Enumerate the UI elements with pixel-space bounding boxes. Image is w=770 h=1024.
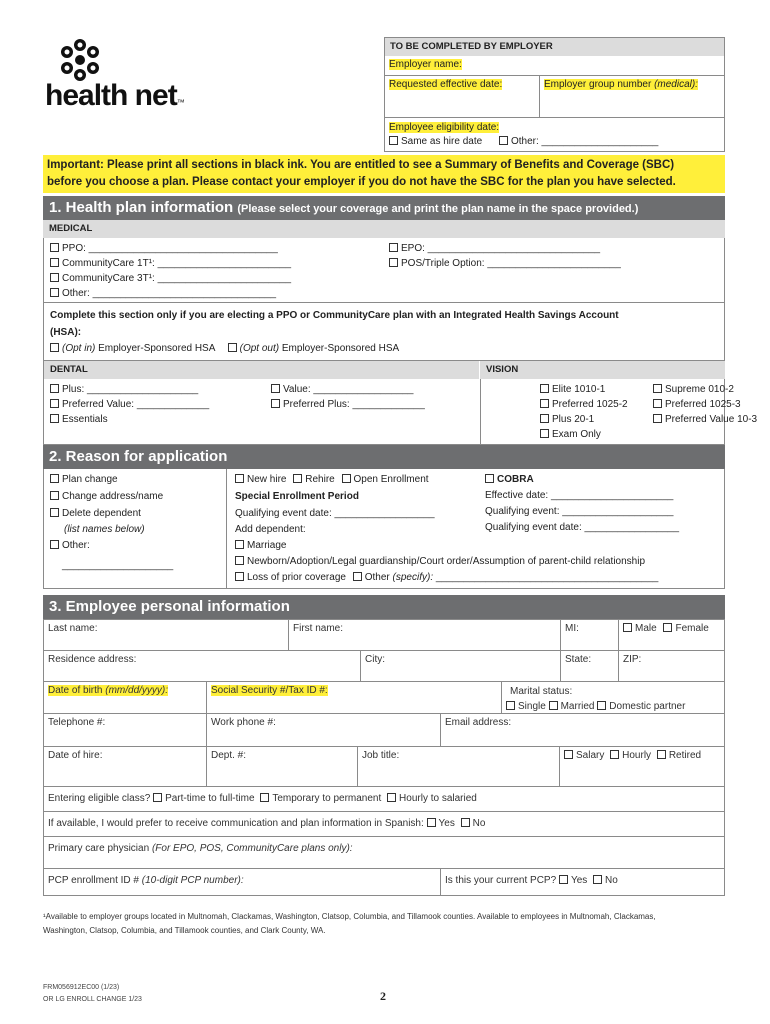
last-name-field[interactable]: Last name: [43,619,289,651]
eligibility-date-field[interactable]: Employee eligibility date: [389,122,500,133]
telephone-field[interactable]: Telephone #: [43,713,207,747]
section1-header: 1. Health plan information (Please select your coverage and print the plan name in the space provided.) [43,196,725,220]
reason-box: Plan change Change address/name Delete dependent (list names below) Other: ____________________ New hire Rehire Open Enrollment Special Enrollment Period Qualifying event date: __________________ Add dependent: Marriage Newborn/Adoption/Legal guardianship/Court order/Assumption of parent-child relationship Loss of prior coverage Other (specify): ________________________________________ COBRA Effective date: ______________________ Qualifying event: ____________________ Qualifying event date: _________________ [43,469,725,589]
ppo-checkbox[interactable] [50,243,59,252]
logo-text: health net [45,79,177,112]
plan-change-checkbox[interactable] [50,474,59,483]
first-name-field[interactable]: First name: [288,619,561,651]
pcp-field[interactable]: Primary care physician (For EPO, POS, CommunityCare plans only): [43,836,725,869]
dental-preferred-plus-checkbox[interactable] [271,399,280,408]
effective-date-field[interactable]: Requested effective date: [389,79,503,90]
dental-preferred-value-checkbox[interactable] [50,399,59,408]
temporary-checkbox[interactable] [260,793,269,802]
employer-box: TO BE COMPLETED BY EMPLOYER Employer name: Requested effective date: Employer group number (medical): Employee eligibility date: Same as hire date Other: _____________________ [384,37,725,152]
hourly-salaried-checkbox[interactable] [387,793,396,802]
dob-field[interactable]: Date of birth (mm/dd/yyyy): [43,681,207,714]
state-field[interactable]: State: [560,650,619,682]
vision-plus-checkbox[interactable] [540,414,549,423]
domestic-partner-checkbox[interactable] [597,701,606,710]
form-code: FRM056912EC00 (1/23) OR LG ENROLL CHANGE 1/23 [43,984,142,1003]
rehire-checkbox[interactable] [293,474,302,483]
part-time-checkbox[interactable] [153,793,162,802]
work-phone-field[interactable]: Work phone #: [206,713,441,747]
hire-date-field[interactable]: Date of hire: [43,746,207,787]
same-as-hire-checkbox[interactable] [389,136,398,145]
vision-elite-checkbox[interactable] [540,384,549,393]
dental-label: DENTAL [43,361,479,379]
important-notice: Important: Please print all sections in black ink. You are entitled to see a Summary of Benefits and Coverage (SBC) before you choose a plan. Please contact your employer if you do not have the SBC for the plan you have selected. [43,155,725,193]
dept-field[interactable]: Dept. #: [206,746,358,787]
cobra-checkbox[interactable] [485,474,494,483]
vision-label: VISION [479,361,725,379]
reason-other-checkbox[interactable] [50,540,59,549]
dental-vision-box: Plus: ____________________ Preferred Value: _____________ Essentials Value: __________________ Preferred Plus: _____________ Elite 1010-1 Preferred 1025-2 Plus 20-1 Exam Only Supreme 010-2 Preferred 1025-3 Preferred Value 10-3 [43,379,725,445]
section2-header: 2. Reason for application [43,445,725,469]
employer-box-title: TO BE COMPLETED BY EMPLOYER [385,38,724,56]
medical-label: MEDICAL [43,220,725,238]
page-number: 2 [380,989,386,1003]
communitycare-1t-checkbox[interactable] [50,258,59,267]
dental-plus-checkbox[interactable] [50,384,59,393]
communitycare-3t-checkbox[interactable] [50,273,59,282]
ssn-field[interactable]: Social Security #/Tax ID #: [206,681,502,714]
other-date-checkbox[interactable] [499,136,508,145]
current-pcp-yes-checkbox[interactable] [559,875,568,884]
medical-other-checkbox[interactable] [50,288,59,297]
hourly-checkbox[interactable] [610,750,619,759]
pos-checkbox[interactable] [389,258,398,267]
residence-address-field[interactable]: Residence address: [43,650,361,682]
open-enrollment-checkbox[interactable] [342,474,351,483]
spanish-no-checkbox[interactable] [461,818,470,827]
female-checkbox[interactable] [663,623,672,632]
single-checkbox[interactable] [506,701,515,710]
dental-value-checkbox[interactable] [271,384,280,393]
email-field[interactable]: Email address: [440,713,725,747]
marriage-checkbox[interactable] [235,540,244,549]
vision-preferred-1025-3-checkbox[interactable] [653,399,662,408]
retired-checkbox[interactable] [657,750,666,759]
current-pcp-no-checkbox[interactable] [593,875,602,884]
epo-checkbox[interactable] [389,243,398,252]
vision-preferred-value-checkbox[interactable] [653,414,662,423]
other-specify-checkbox[interactable] [353,572,362,581]
married-checkbox[interactable] [549,701,558,710]
vision-exam-only-checkbox[interactable] [540,429,549,438]
health-net-logo-icon [55,37,105,83]
footnote: ¹Available to employer groups located in Multnomah, Clackamas, Washington, Clatsop, Columbia, and Tillamook counties. Available to employees in Multnomah, Clackamas, Washington, Clatsop, Columbia, and Tillamook counties, and Clark County, WA. [43,912,656,935]
logo: health net™ [45,37,205,117]
personal-info-box: Last name: First name: MI: Male Female Residence address: City: State: ZIP: Date of birth (mm/dd/yyyy): Social Security #/Tax ID #: Marital status: Single Married Domestic partner Telephone #: Work phone #: Email address: Date of hire: Dept. #: Job title: Salary Hourly Retired Entering eligible class? Part-time to full-time Temporary to permanent Hourly to salaried If available, I would prefer to receive communication and plan information in Spanish: Yes No Primary care physician (For EPO, POS, CommunityCare plans only): PCP enrollment ID # (10-digit PCP number): Is this your current PCP? Yes No [43,619,725,896]
salary-checkbox[interactable] [564,750,573,759]
employer-name-field[interactable]: Employer name: [389,59,462,70]
zip-field[interactable]: ZIP: [618,650,725,682]
group-number-field[interactable]: Employer group number (medical): [544,79,698,90]
job-title-field[interactable]: Job title: [357,746,560,787]
mi-field[interactable]: MI: [560,619,619,651]
city-field[interactable]: City: [360,650,561,682]
delete-dependent-checkbox[interactable] [50,508,59,517]
section3-header: 3. Employee personal information [43,595,725,619]
pcp-id-field[interactable]: PCP enrollment ID # (10-digit PCP number): [43,868,441,896]
hsa-optout-checkbox[interactable] [228,343,237,352]
male-checkbox[interactable] [623,623,632,632]
vision-supreme-checkbox[interactable] [653,384,662,393]
change-address-checkbox[interactable] [50,491,59,500]
newborn-checkbox[interactable] [235,556,244,565]
medical-box: PPO: __________________________________ CommunityCare 1T¹: ________________________ CommunityCare 3T¹: ________________________ Other: _________________________________ EPO: _______________________________ POS/Triple Option: ________________________ [43,238,725,303]
loss-coverage-checkbox[interactable] [235,572,244,581]
hsa-optin-checkbox[interactable] [50,343,59,352]
new-hire-checkbox[interactable] [235,474,244,483]
dental-essentials-checkbox[interactable] [50,414,59,423]
vision-preferred-1025-2-checkbox[interactable] [540,399,549,408]
hsa-box: Complete this section only if you are electing a PPO or CommunityCare plan with an Integrated Health Savings Account (HSA): (Opt in) Employer-Sponsored HSA (Opt out) Employer-Sponsored HSA [43,303,725,361]
spanish-yes-checkbox[interactable] [427,818,436,827]
